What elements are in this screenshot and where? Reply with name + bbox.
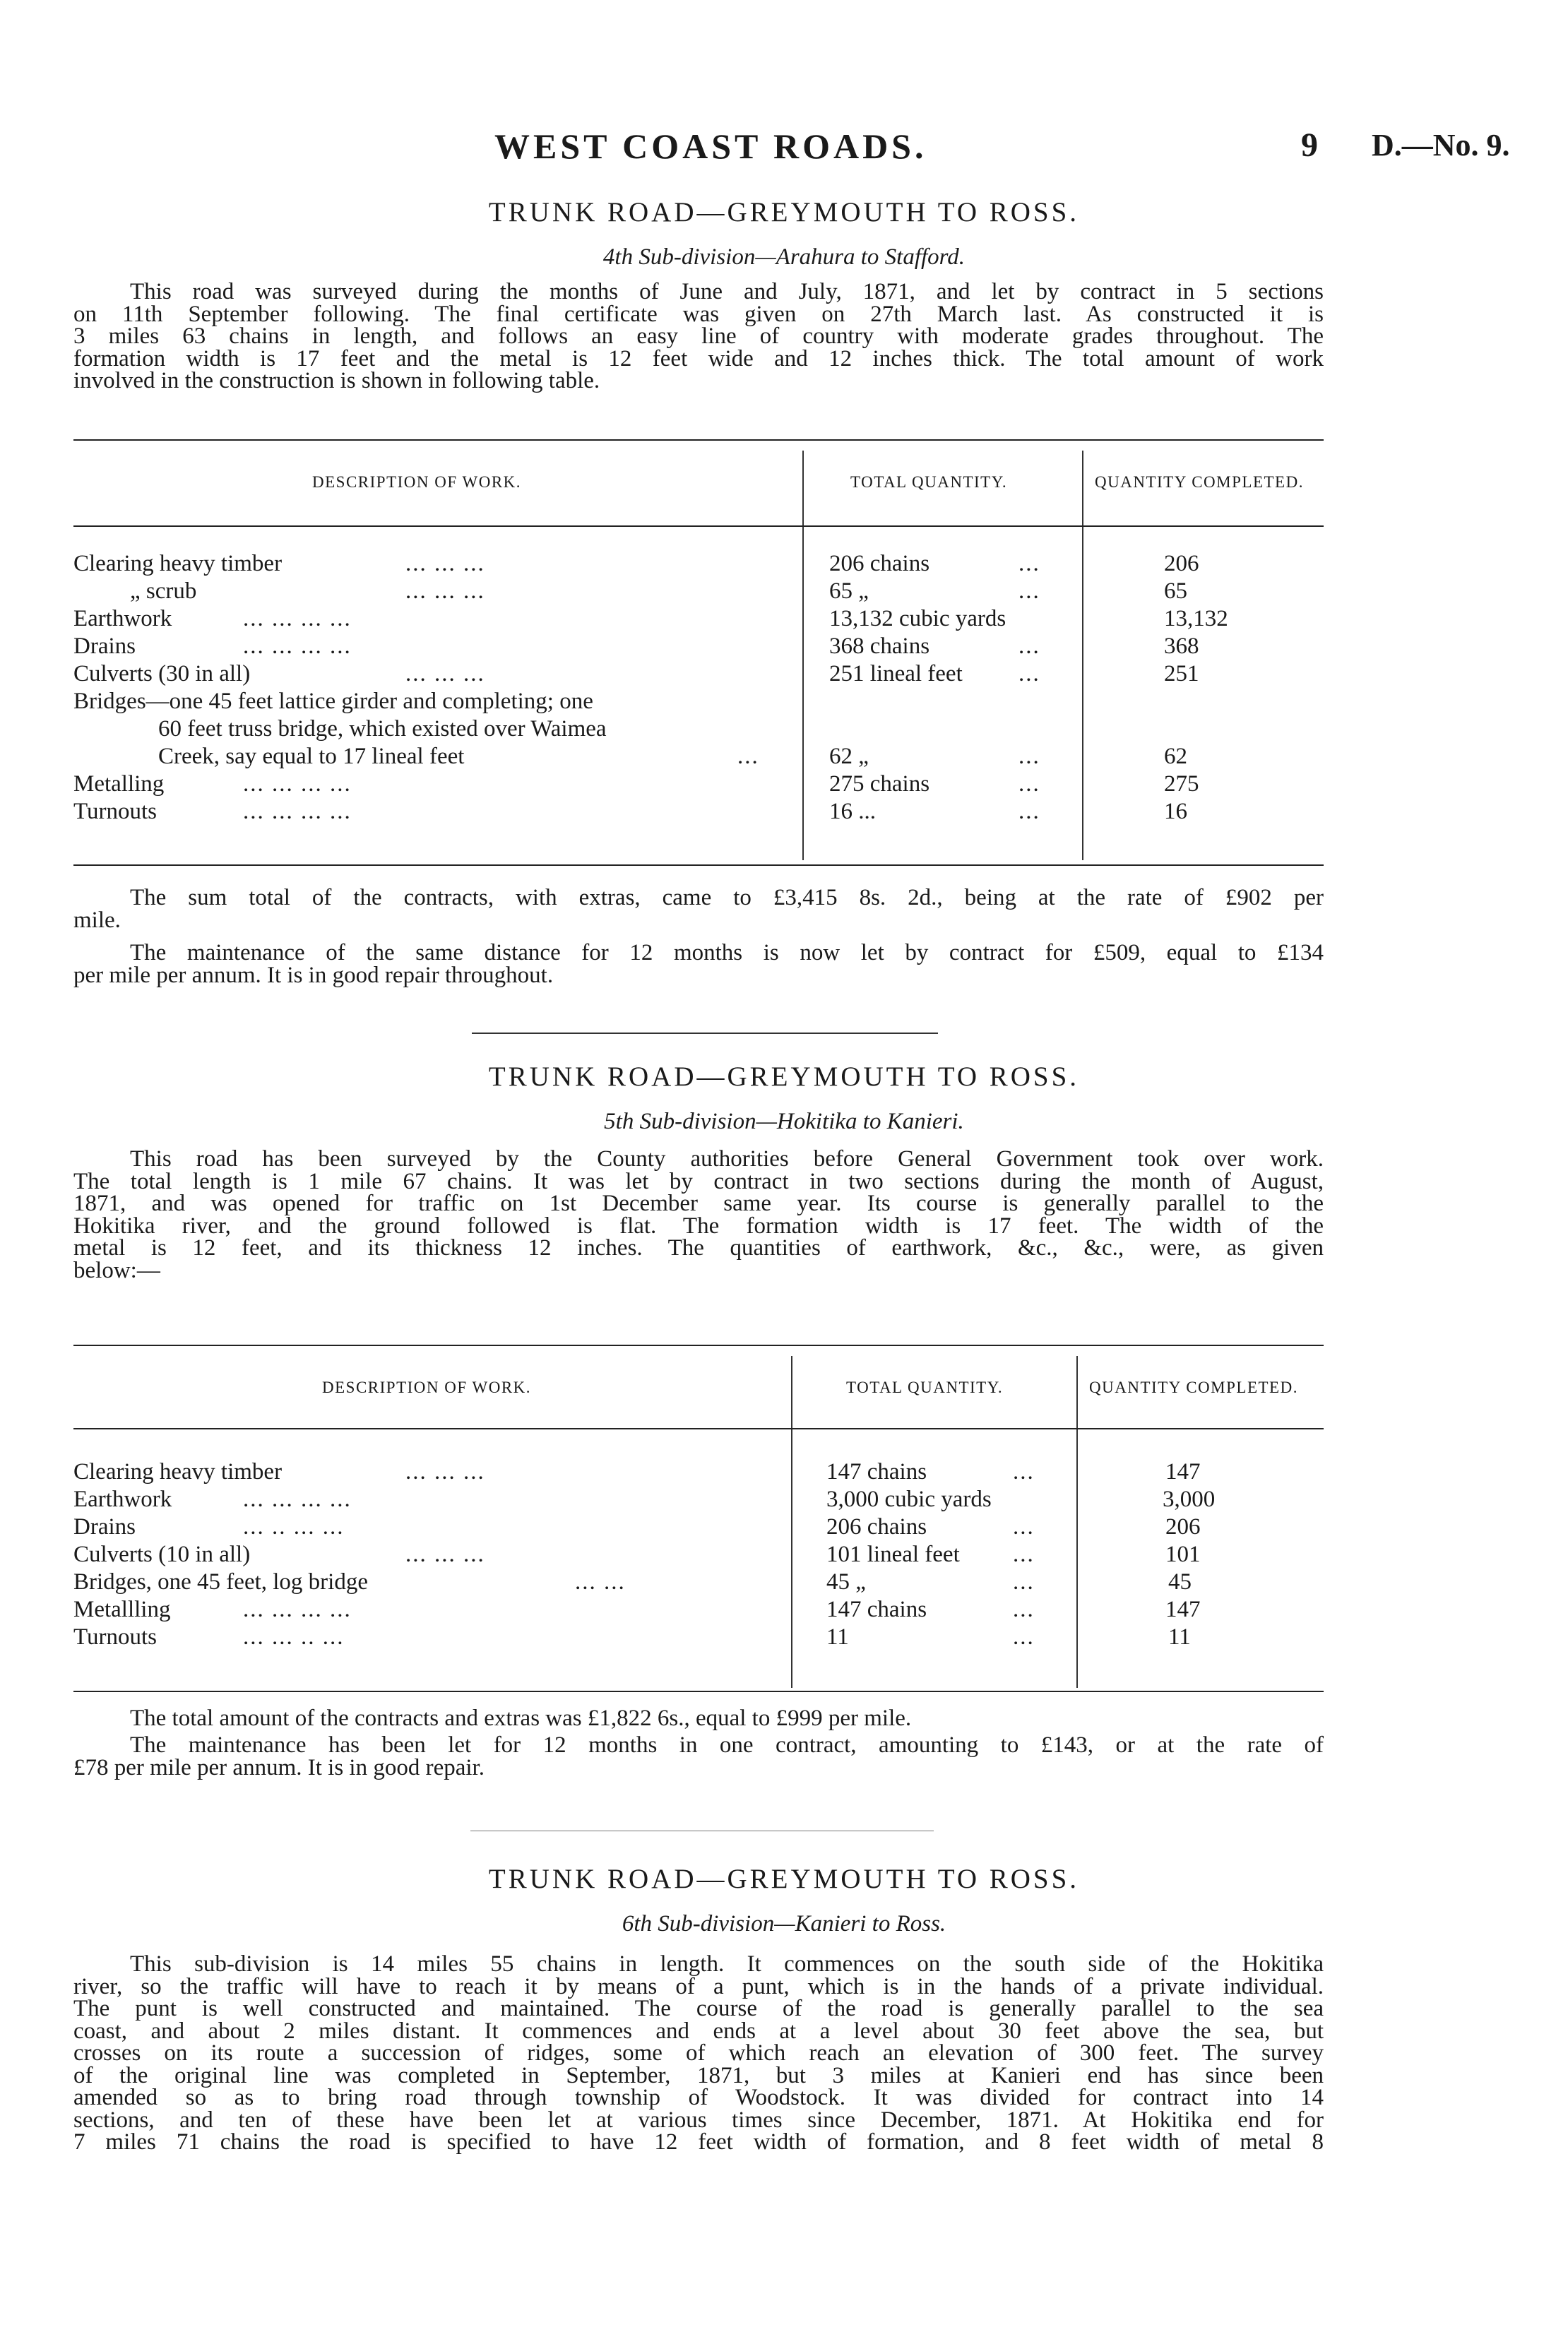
leader-dots: ... ... ... ... [243, 771, 352, 797]
column-header-total: TOTAL QUANTITY. [846, 1379, 1004, 1396]
leader-dots: ... [1018, 578, 1040, 604]
row-completed: 3,000 [1163, 1487, 1216, 1512]
text-line: This road was surveyed during the months of June and July, 1871, and let by contract in 5 sections [130, 279, 1324, 304]
table-row [73, 551, 1324, 578]
row-description: Earthwork [73, 1487, 172, 1512]
maintenance-paragraph [73, 1732, 1324, 1780]
text-line: 3 miles 63 chains in length, and follows an easy line of country with moderate grades throughout. The [73, 323, 1324, 349]
row-total: 275 chains [829, 771, 930, 797]
text-line: per mile per annum. It is in good repair throughout. [73, 962, 554, 988]
table-row [73, 633, 1324, 661]
row-completed: 251 [1164, 661, 1199, 686]
text-line: This road has been surveyed by the County authorities before General Government took over work. [130, 1146, 1324, 1172]
section-heading: TRUNK ROAD—GREYMOUTH TO ROSS. [488, 197, 1080, 227]
table-row [73, 1624, 1324, 1652]
row-completed: 62 [1164, 744, 1187, 769]
text-line: crosses on its route a succession of ridges, some of which reach an elevation of 300 feet. The survey [73, 2040, 1324, 2066]
row-description: Turnouts [73, 799, 157, 824]
row-description: Turnouts [73, 1624, 157, 1650]
cost-paragraph [73, 1708, 1324, 1730]
column-header-description: DESCRIPTION OF WORK. [312, 473, 522, 491]
leader-dots: ... [1013, 1624, 1035, 1650]
leader-dots: ... ... ... [405, 661, 485, 686]
quantities-table [73, 1345, 1324, 1698]
row-description: 60 feet truss bridge, which existed over Waimea [158, 716, 607, 742]
table-row [73, 744, 1324, 771]
table-top-rule [73, 439, 1324, 441]
row-completed: 13,132 [1164, 606, 1228, 631]
text-line: metal is 12 feet, and its thickness 12 inches. The quantities of earthwork, &c., &c., were, as given [73, 1235, 1324, 1261]
leader-dots: ... [1018, 633, 1040, 659]
table-row [73, 661, 1324, 689]
table-row [73, 606, 1324, 633]
text-line: The maintenance of the same distance for 12 months is now let by contract for £509, equal to £134 [130, 940, 1324, 965]
row-completed: 11 [1168, 1624, 1191, 1650]
leader-dots: ... [1013, 1597, 1035, 1622]
text-line: The total length is 1 mile 67 chains. It was let by contract in two sections during the month of August, [73, 1168, 1324, 1194]
leader-dots: ... [1018, 771, 1040, 797]
text-line: below:— [73, 1257, 160, 1283]
page-number: 9 [1301, 126, 1318, 164]
text-line: of the original line was completed in September, 1871, but 3 miles at Kanieri end has since been [73, 2062, 1324, 2088]
leader-dots: ... [1013, 1514, 1035, 1540]
section-divider [472, 1033, 938, 1034]
column-header-completed: QUANTITY COMPLETED. [1095, 473, 1304, 491]
leader-dots: ... ... ... ... [243, 1597, 352, 1622]
leader-dots: ... [1018, 551, 1040, 576]
text-line: £78 per mile per annum. It is in good repair. [73, 1754, 485, 1780]
row-completed: 45 [1168, 1569, 1192, 1595]
row-total: 206 chains [826, 1514, 927, 1540]
table-row [73, 1514, 1324, 1542]
leader-dots: ... [1013, 1542, 1035, 1567]
row-completed: 275 [1164, 771, 1199, 797]
table-row [73, 716, 1324, 744]
text-line: The total amount of the contracts and extras was £1,822 6s., equal to £999 per mile. [130, 1706, 912, 1731]
section-intro [73, 1148, 1324, 1282]
text-line: The maintenance has been let for 12 months in one contract, amounting to £143, or at the rate of [130, 1732, 1324, 1758]
row-total: 11 [826, 1624, 849, 1650]
row-completed: 65 [1164, 578, 1187, 604]
leader-dots: ... ... ... [405, 551, 485, 576]
table-row [73, 1542, 1324, 1569]
row-description: Earthwork [73, 606, 172, 631]
text-line: mile. [73, 907, 121, 933]
leader-dots: ... ... .. ... [243, 1624, 345, 1650]
text-line: formation width is 17 feet and the metal is 12 feet wide and 12 inches thick. The total amount of work [73, 345, 1324, 371]
row-total: 251 lineal feet [829, 661, 963, 686]
row-description: Metalling [73, 771, 165, 797]
text-line: amended so as to bring road through township of Woodstock. It was divided for contract into 14 [73, 2085, 1324, 2110]
row-description: Bridges, one 45 feet, log bridge [73, 1569, 368, 1595]
row-total: 65 „ [829, 578, 869, 604]
section-heading: TRUNK ROAD—GREYMOUTH TO ROSS. [488, 1061, 1080, 1092]
table-row [73, 1459, 1324, 1487]
leader-dots: ... ... ... ... [243, 1487, 352, 1512]
row-total: 3,000 cubic yards [826, 1487, 992, 1512]
text-line: river, so the traffic will have to reach it by means of a punt, which is in the hands of a private individual. [73, 1973, 1324, 1999]
running-title: WEST COAST ROADS. [494, 126, 927, 166]
row-total: 368 chains [829, 633, 930, 659]
leader-dots: ... [737, 744, 759, 769]
running-head [0, 126, 1568, 168]
leader-dots: ... ... ... [405, 1459, 485, 1485]
row-total: 206 chains [829, 551, 930, 576]
text-line: The punt is well constructed and maintained. The course of the road is generally parallel to the sea [73, 1996, 1324, 2021]
leader-dots: ... [1018, 799, 1040, 824]
leader-dots: ... [1013, 1459, 1035, 1485]
row-description: Clearing heavy timber [73, 1459, 283, 1485]
text-line: The sum total of the contracts, with extras, came to £3,415 8s. 2d., being at the rate of £902 per [130, 885, 1324, 910]
table-row [73, 578, 1324, 606]
table-top-rule [73, 1345, 1324, 1346]
section-subheading: 4th Sub-division—Arahura to Stafford. [602, 244, 966, 270]
row-total: 147 chains [826, 1597, 927, 1622]
leader-dots: ... ... ... ... [243, 633, 352, 659]
text-line: coast, and about 2 miles distant. It commences and ends at a level about 30 feet above the sea, but [73, 2018, 1324, 2044]
row-total: 62 „ [829, 744, 869, 769]
table-row [73, 1487, 1324, 1514]
section-intro [73, 281, 1324, 393]
table-row [73, 689, 1324, 716]
text-line: This sub-division is 14 miles 55 chains in length. It commences on the south side of the Hokitika [130, 1951, 1324, 1977]
table-row [73, 1569, 1324, 1597]
row-completed: 206 [1164, 551, 1199, 576]
column-header-description: DESCRIPTION OF WORK. [322, 1379, 532, 1396]
leader-dots: ... .. ... ... [243, 1514, 345, 1540]
section-subheading: 6th Sub-division—Kanieri to Ross. [622, 1911, 946, 1937]
maintenance-paragraph [73, 942, 1324, 987]
row-total: 13,132 cubic yards [829, 606, 1006, 631]
row-completed: 147 [1165, 1459, 1201, 1485]
text-line: involved in the construction is shown in following table. [73, 368, 600, 393]
leader-dots: ... [1018, 744, 1040, 769]
row-completed: 368 [1164, 633, 1199, 659]
section-heading: TRUNK ROAD—GREYMOUTH TO ROSS. [488, 1864, 1080, 1894]
row-completed: 206 [1165, 1514, 1201, 1540]
leader-dots: ... ... [575, 1569, 626, 1595]
leader-dots: ... ... ... [405, 1542, 485, 1567]
row-total: 16 ... [829, 799, 876, 824]
text-line: sections, and ten of these have been let at various times since December, 1871. At Hokitika end for [73, 2107, 1324, 2133]
row-description: Creek, say equal to 17 lineal feet [158, 744, 465, 769]
leader-dots: ... ... ... ... [243, 606, 352, 631]
row-total: 45 „ [826, 1569, 866, 1595]
row-description: Culverts (30 in all) [73, 661, 251, 686]
table-bottom-rule [73, 864, 1324, 866]
leader-dots: ... [1013, 1569, 1035, 1595]
row-total: 147 chains [826, 1459, 927, 1485]
column-header-completed: QUANTITY COMPLETED. [1089, 1379, 1298, 1396]
row-completed: 101 [1165, 1542, 1201, 1567]
row-description: Clearing heavy timber [73, 551, 283, 576]
row-total: 101 lineal feet [826, 1542, 960, 1567]
quantities-table [73, 439, 1324, 877]
leader-dots: ... [1018, 661, 1040, 686]
row-description: Metallling [73, 1597, 171, 1622]
cost-paragraph [73, 887, 1324, 932]
row-completed: 16 [1164, 799, 1187, 824]
text-line: 7 miles 71 chains the road is specified to have 12 feet width of formation, and 8 feet width of metal 8 [73, 2129, 1324, 2155]
leader-dots: ... ... ... ... [243, 799, 352, 824]
table-header-rule [73, 525, 1324, 527]
text-line: on 11th September following. The final certificate was given on 27th March last. As constructed it is [73, 301, 1324, 327]
leader-dots: ... ... ... [405, 578, 485, 604]
row-description: Drains [73, 1514, 136, 1540]
row-description: „ scrub [130, 578, 197, 604]
document-code: D.—No. 9. [1372, 128, 1510, 162]
table-row [73, 771, 1324, 799]
text-line: 1871, and was opened for traffic on 1st December same year. Its course is generally parallel to the [73, 1191, 1324, 1216]
table-header-rule [73, 1428, 1324, 1429]
text-line: Hokitika river, and the ground followed is flat. The formation width is 17 feet. The width of the [73, 1213, 1324, 1239]
row-completed: 147 [1165, 1597, 1201, 1622]
section-intro [73, 1953, 1324, 2154]
table-row [73, 799, 1324, 826]
row-description: Drains [73, 633, 136, 659]
column-header-total: TOTAL QUANTITY. [850, 473, 1008, 491]
table-row [73, 1597, 1324, 1624]
row-description: Culverts (10 in all) [73, 1542, 251, 1567]
section-subheading: 5th Sub-division—Hokitika to Kanieri. [604, 1109, 964, 1134]
row-description: Bridges—one 45 feet lattice girder and completing; one [73, 689, 593, 714]
table-bottom-rule [73, 1691, 1324, 1692]
